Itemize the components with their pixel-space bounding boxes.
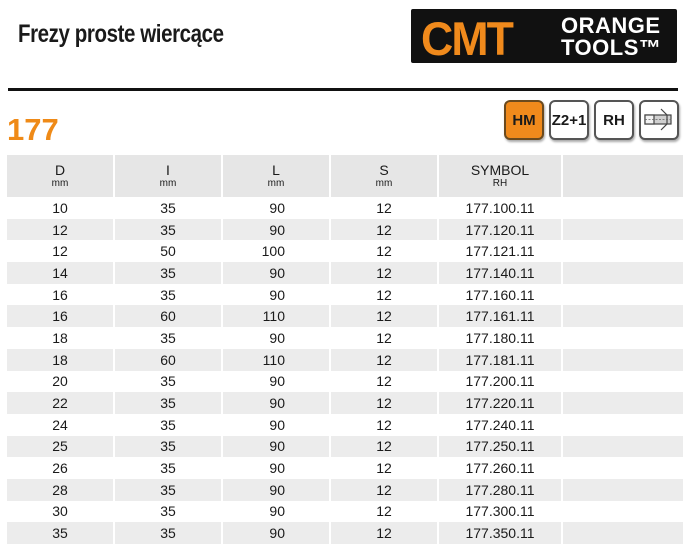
cell-empty bbox=[563, 219, 683, 241]
cell-d: 26 bbox=[52, 460, 68, 477]
cell-symbol: 177.120.11 bbox=[439, 219, 561, 241]
bit-profile-icon bbox=[639, 100, 679, 140]
logo-brand: CMT bbox=[421, 12, 513, 65]
cell-i: 50 bbox=[160, 243, 176, 260]
cell-empty bbox=[563, 501, 683, 523]
cell-empty bbox=[563, 305, 683, 327]
cell-symbol: 177.350.11 bbox=[439, 522, 561, 544]
cell-symbol: 177.250.11 bbox=[439, 436, 561, 458]
cell-s: 12 bbox=[376, 243, 392, 260]
cell-i: 35 bbox=[115, 479, 221, 501]
cell-l: 90 bbox=[223, 522, 329, 544]
cell-d: 30 bbox=[52, 503, 68, 520]
col-header-i-unit: mm bbox=[159, 178, 177, 190]
cell-i: 35 bbox=[160, 286, 176, 303]
cell-symbol: 177.100.11 bbox=[465, 199, 535, 216]
cell-l: 90 bbox=[269, 286, 285, 303]
page-title: Frezy proste wiercące bbox=[18, 20, 224, 48]
cell-symbol: 177.200.11 bbox=[465, 373, 535, 390]
table-row bbox=[7, 522, 683, 544]
hm-badge: HM bbox=[504, 100, 544, 140]
cell-l: 110 bbox=[223, 349, 329, 371]
cell-l: 90 bbox=[223, 262, 329, 284]
table-body bbox=[7, 197, 683, 544]
cell-i: 35 bbox=[160, 329, 176, 346]
cell-empty bbox=[563, 262, 683, 284]
cell-symbol: 177.300.11 bbox=[465, 503, 535, 520]
cell-i: 35 bbox=[160, 503, 176, 520]
table-row bbox=[7, 414, 683, 436]
cell-symbol: 177.260.11 bbox=[465, 460, 535, 477]
cell-l: 100 bbox=[261, 243, 285, 260]
cell-d: 28 bbox=[7, 479, 113, 501]
cell-s: 12 bbox=[331, 392, 437, 414]
cell-empty bbox=[563, 414, 683, 436]
cell-symbol: 177.220.11 bbox=[439, 392, 561, 414]
col-header-symbol-label: SYMBOL bbox=[470, 162, 530, 179]
table-row bbox=[7, 240, 683, 262]
col-header-l-unit: mm bbox=[267, 178, 285, 190]
col-header-symbol bbox=[439, 155, 561, 197]
cell-symbol: 177.280.11 bbox=[439, 479, 561, 501]
cell-i: 35 bbox=[115, 522, 221, 544]
cell-d: 16 bbox=[7, 305, 113, 327]
cell-i: 35 bbox=[115, 219, 221, 241]
cell-d: 14 bbox=[7, 262, 113, 284]
col-header-symbol-unit: RH bbox=[492, 178, 508, 190]
cell-empty bbox=[563, 522, 683, 544]
cell-symbol: 177.140.11 bbox=[439, 262, 561, 284]
col-header-l bbox=[223, 155, 329, 197]
cell-d: 16 bbox=[52, 286, 68, 303]
cell-d: 22 bbox=[7, 392, 113, 414]
cell-i: 35 bbox=[115, 436, 221, 458]
cell-symbol: 177.181.11 bbox=[439, 349, 561, 371]
cell-l: 90 bbox=[269, 329, 285, 346]
cell-s: 12 bbox=[331, 349, 437, 371]
cell-d: 20 bbox=[52, 373, 68, 390]
cell-symbol: 177.161.11 bbox=[439, 305, 561, 327]
table-header-row bbox=[7, 155, 683, 197]
col-header-s-label: S bbox=[379, 162, 389, 179]
cell-s: 12 bbox=[376, 286, 392, 303]
cell-empty bbox=[563, 479, 683, 501]
product-code: 177 bbox=[7, 112, 59, 147]
cell-s: 12 bbox=[331, 436, 437, 458]
cell-i: 35 bbox=[115, 262, 221, 284]
table-row bbox=[7, 436, 683, 458]
col-header-l-label: L bbox=[272, 162, 280, 179]
cell-s: 12 bbox=[376, 373, 392, 390]
cell-i: 35 bbox=[160, 416, 176, 433]
rotation-badge: RH bbox=[594, 100, 634, 140]
cell-s: 12 bbox=[376, 460, 392, 477]
cell-d: 24 bbox=[52, 416, 68, 433]
cell-d: 12 bbox=[52, 243, 68, 260]
cell-i: 35 bbox=[160, 460, 176, 477]
cell-symbol: 177.160.11 bbox=[465, 286, 535, 303]
cell-symbol: 177.121.11 bbox=[465, 243, 535, 260]
table-row bbox=[7, 305, 683, 327]
col-header-d-unit: mm bbox=[51, 178, 69, 190]
cell-d: 18 bbox=[52, 329, 68, 346]
cell-empty bbox=[563, 371, 683, 393]
cell-l: 90 bbox=[223, 436, 329, 458]
cell-l: 90 bbox=[269, 460, 285, 477]
cell-empty bbox=[563, 197, 683, 219]
table-row bbox=[7, 479, 683, 501]
table-row bbox=[7, 219, 683, 241]
table-row bbox=[7, 284, 683, 306]
col-header-i-label: I bbox=[166, 162, 170, 179]
cell-d: 35 bbox=[7, 522, 113, 544]
cell-empty bbox=[563, 457, 683, 479]
cell-d: 18 bbox=[7, 349, 113, 371]
cell-s: 12 bbox=[331, 479, 437, 501]
col-header-d bbox=[7, 155, 113, 197]
cell-s: 12 bbox=[376, 199, 392, 216]
table-row bbox=[7, 349, 683, 371]
col-header-d-label: D bbox=[54, 162, 66, 179]
cell-i: 35 bbox=[160, 373, 176, 390]
cell-l: 110 bbox=[223, 305, 329, 327]
cell-s: 12 bbox=[331, 262, 437, 284]
specs-table bbox=[5, 155, 685, 544]
cell-empty bbox=[563, 240, 683, 262]
col-header-s-unit: mm bbox=[375, 178, 393, 190]
cell-s: 12 bbox=[331, 219, 437, 241]
col-header-empty bbox=[563, 155, 683, 197]
table-row bbox=[7, 262, 683, 284]
cell-empty bbox=[563, 327, 683, 349]
table-row bbox=[7, 501, 683, 523]
cell-i: 35 bbox=[160, 199, 176, 216]
cell-i: 35 bbox=[115, 392, 221, 414]
table-row bbox=[7, 197, 683, 219]
cell-i: 60 bbox=[115, 349, 221, 371]
cell-empty bbox=[563, 349, 683, 371]
cell-l: 90 bbox=[223, 219, 329, 241]
cell-d: 10 bbox=[52, 199, 68, 216]
cell-l: 90 bbox=[269, 199, 285, 216]
cell-l: 90 bbox=[269, 503, 285, 520]
header-divider bbox=[8, 88, 678, 91]
table-row bbox=[7, 371, 683, 393]
teeth-badge: Z2+1 bbox=[549, 100, 589, 140]
cell-symbol: 177.240.11 bbox=[465, 416, 535, 433]
cell-s: 12 bbox=[376, 416, 392, 433]
cell-l: 90 bbox=[223, 392, 329, 414]
cell-symbol: 177.180.11 bbox=[465, 329, 535, 346]
logo-line2: TOOLS™ bbox=[561, 35, 662, 60]
cell-empty bbox=[563, 436, 683, 458]
table-row bbox=[7, 392, 683, 414]
cell-i: 60 bbox=[115, 305, 221, 327]
cell-d: 25 bbox=[7, 436, 113, 458]
table-row bbox=[7, 457, 683, 479]
cell-s: 12 bbox=[331, 305, 437, 327]
cell-l: 90 bbox=[269, 416, 285, 433]
cell-empty bbox=[563, 392, 683, 414]
cell-empty bbox=[563, 284, 683, 306]
brand-logo bbox=[411, 9, 677, 63]
cell-s: 12 bbox=[376, 503, 392, 520]
cell-s: 12 bbox=[376, 329, 392, 346]
cell-d: 12 bbox=[7, 219, 113, 241]
col-header-i bbox=[115, 155, 221, 197]
logo-line1: ORANGE bbox=[561, 13, 661, 38]
cell-s: 12 bbox=[331, 522, 437, 544]
table-row bbox=[7, 327, 683, 349]
badge-group bbox=[504, 100, 679, 140]
cell-l: 90 bbox=[269, 373, 285, 390]
cell-l: 90 bbox=[223, 479, 329, 501]
col-header-s bbox=[331, 155, 437, 197]
